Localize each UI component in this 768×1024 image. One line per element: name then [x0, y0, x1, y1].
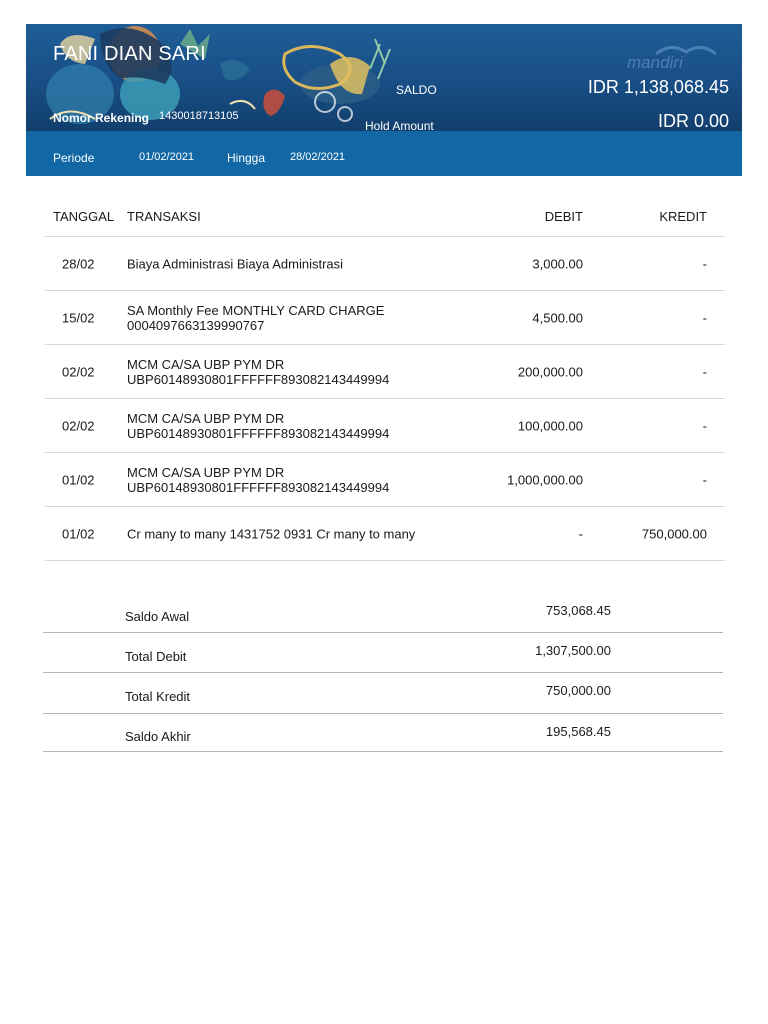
- balance-value: IDR 1,138,068.45: [587, 77, 729, 97]
- row-credit: -: [702, 364, 707, 379]
- summary-value: 753,068.45: [545, 603, 611, 618]
- period-until-label: Hingga: [227, 151, 266, 165]
- table-header: [45, 196, 725, 237]
- header-debit: DEBIT: [544, 209, 583, 224]
- table-row: [45, 237, 725, 291]
- summary-label: Total Debit: [125, 649, 187, 664]
- hold-amount-label: Hold Amount: [365, 119, 434, 131]
- summary-row-total-credit: [43, 673, 723, 714]
- row-description-line1: Cr many to many 1431752 0931 Cr many to many: [127, 526, 416, 541]
- row-description-line2: UBP60148930801FFFFFF893082143449994: [127, 425, 390, 441]
- summary-value: 1,307,500.00: [535, 643, 611, 658]
- row-description: [127, 411, 427, 441]
- row-credit: -: [702, 472, 707, 487]
- table-row: [45, 453, 725, 507]
- row-date: 28/02: [62, 256, 95, 271]
- row-description-line1: Biaya Administrasi Biaya Administrasi: [127, 256, 344, 271]
- summary-value: 195,568.45: [545, 724, 611, 739]
- row-description-line1: SA Monthly Fee MONTHLY CARD CHARGE: [127, 302, 385, 318]
- balance-label: SALDO: [396, 83, 437, 97]
- summary-row-closing-balance: [43, 714, 723, 752]
- table-row: [45, 507, 725, 561]
- summary-table: [43, 592, 723, 752]
- summary-row-opening-balance: [43, 592, 723, 633]
- row-description: [127, 465, 427, 495]
- period-bar: [26, 131, 742, 176]
- period-end-date: 28/02/2021: [290, 151, 346, 163]
- period-start-date: 01/02/2021: [139, 151, 195, 163]
- row-description: [127, 526, 427, 541]
- summary-label: Saldo Akhir: [125, 729, 191, 744]
- summary-value: 750,000.00: [545, 683, 611, 698]
- bank-logo-text: mandiri: [627, 53, 683, 72]
- row-description: [127, 303, 427, 333]
- row-date: 02/02: [62, 418, 95, 433]
- header-date: TANGGAL: [53, 209, 115, 224]
- row-credit: -: [702, 418, 707, 433]
- hold-amount-value: IDR 0.00: [657, 111, 729, 131]
- row-description-line1: MCM CA/SA UBP PYM DR: [127, 356, 285, 372]
- summary-row-total-debit: [43, 633, 723, 673]
- table-row: [45, 399, 725, 453]
- row-date: 02/02: [62, 364, 95, 379]
- header-transaction: TRANSAKSI: [127, 209, 201, 224]
- account-number-label: Nomor Rekening: [53, 111, 150, 125]
- row-description-line2: 0004097663139990767: [127, 317, 265, 333]
- transaction-table: [45, 196, 725, 561]
- row-credit: -: [702, 310, 707, 325]
- row-debit: 200,000.00: [517, 364, 583, 379]
- header-credit: KREDIT: [659, 209, 707, 224]
- table-row: [45, 345, 725, 399]
- period-label: Periode: [53, 151, 95, 165]
- summary-label: Total Kredit: [125, 689, 191, 704]
- account-number: 1430018713105: [159, 110, 239, 122]
- statement-header: [26, 24, 742, 131]
- row-credit: -: [702, 256, 707, 271]
- row-date: 01/02: [62, 526, 95, 541]
- account-holder-name: FANI DIAN SARI: [53, 43, 206, 65]
- row-debit: 100,000.00: [517, 418, 583, 433]
- row-description-line1: MCM CA/SA UBP PYM DR: [127, 410, 285, 426]
- row-description: [127, 256, 427, 271]
- row-date: 15/02: [62, 310, 95, 325]
- row-description-line1: MCM CA/SA UBP PYM DR: [127, 464, 285, 480]
- row-description-line2: UBP60148930801FFFFFF893082143449994: [127, 479, 390, 495]
- row-description: [127, 357, 427, 387]
- table-row: [45, 291, 725, 345]
- row-description-line2: UBP60148930801FFFFFF893082143449994: [127, 371, 390, 387]
- row-debit: 4,500.00: [532, 310, 583, 325]
- row-debit: -: [578, 526, 583, 541]
- row-debit: 3,000.00: [532, 256, 583, 271]
- summary-label: Saldo Awal: [125, 609, 190, 624]
- row-credit: 750,000.00: [641, 526, 707, 541]
- row-date: 01/02: [62, 472, 95, 487]
- row-debit: 1,000,000.00: [507, 472, 583, 487]
